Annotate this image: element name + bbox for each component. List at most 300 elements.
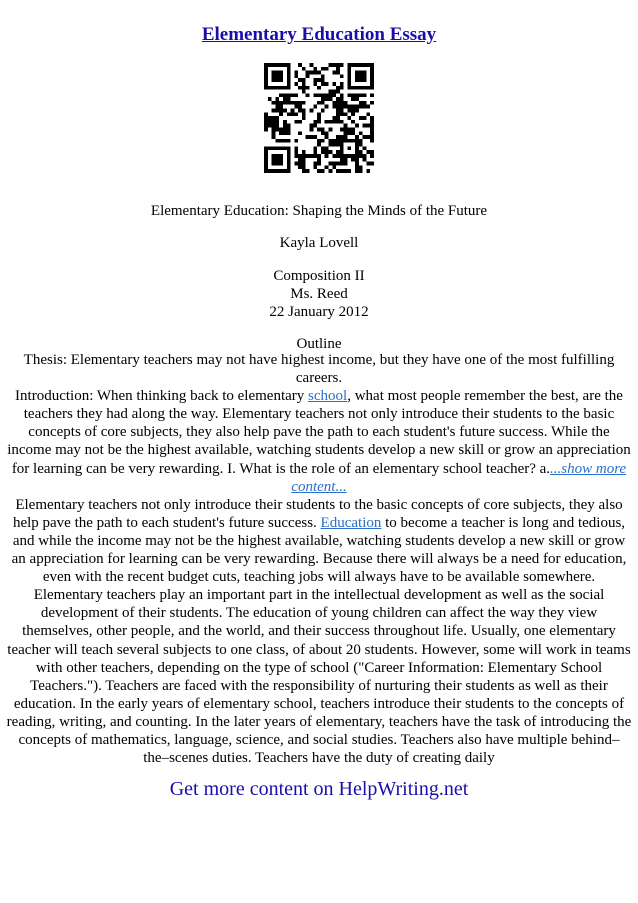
qr-module [294, 112, 298, 116]
qr-code-graphic [264, 63, 374, 173]
qr-module [313, 124, 317, 128]
qr-module [279, 127, 283, 131]
qr-module [344, 154, 348, 158]
qr-module [359, 101, 363, 105]
qr-module [294, 162, 298, 166]
qr-module [363, 86, 367, 90]
qr-module [275, 101, 279, 105]
qr-module [272, 127, 276, 131]
qr-module [328, 169, 332, 173]
qr-module [340, 112, 344, 116]
qr-module [355, 139, 359, 143]
qr-module [313, 71, 317, 75]
qr-module [370, 150, 374, 154]
qr-module [283, 97, 287, 101]
qr-module [347, 86, 351, 90]
qr-module [351, 127, 355, 131]
qr-module [336, 97, 340, 101]
qr-module [275, 86, 279, 90]
qr-module [363, 124, 367, 128]
qr-module [355, 169, 359, 173]
qr-module [287, 93, 291, 97]
qr-module [302, 165, 306, 169]
qr-module [340, 93, 344, 97]
qr-module [325, 135, 329, 139]
qr-module [275, 139, 279, 143]
qr-module [347, 116, 351, 120]
qr-module [355, 63, 359, 67]
qr-module [355, 93, 359, 97]
qr-module [313, 162, 317, 166]
para1-text-end: to become a teacher is long and tedious, and while the income may not be the highest available, watching students develop a new skill or grow an appreciation for learning can be very rewarding. Because there will always be a need for education, even with the recent budget cuts, teaching jobs will always have to be available somewhere. [11, 514, 627, 586]
qr-module [328, 120, 332, 124]
qr-module [275, 162, 279, 166]
qr-module [366, 150, 370, 154]
qr-module [287, 71, 291, 75]
qr-module [336, 143, 340, 147]
qr-module [351, 86, 355, 90]
qr-module [268, 146, 272, 150]
qr-module [351, 139, 355, 143]
qr-module [313, 120, 317, 124]
qr-module [264, 120, 268, 124]
qr-module [291, 101, 295, 105]
qr-module [264, 158, 268, 162]
qr-module [275, 127, 279, 131]
qr-module [366, 124, 370, 128]
qr-module [264, 150, 268, 154]
qr-module [283, 169, 287, 173]
qr-module [294, 71, 298, 75]
qr-module [332, 71, 336, 75]
para1-text-start: Elementary teachers not only introduce their students to the basic concepts of core subjects, they also help pave the path to each student's future success. [12, 496, 623, 531]
qr-module [363, 71, 367, 75]
qr-module [355, 162, 359, 166]
qr-module [321, 146, 325, 150]
qr-module [336, 63, 340, 67]
qr-module [302, 90, 306, 94]
qr-module [275, 74, 279, 78]
qr-module [294, 139, 298, 143]
qr-module [264, 74, 268, 78]
qr-module [298, 158, 302, 162]
qr-module [306, 169, 310, 173]
qr-module [336, 169, 340, 173]
qr-module [313, 146, 317, 150]
qr-module [321, 97, 325, 101]
qr-module [355, 78, 359, 82]
page-title [0, 22, 638, 48]
qr-module [317, 162, 321, 166]
qr-module [359, 143, 363, 147]
qr-module [264, 86, 268, 90]
qr-module [283, 101, 287, 105]
intro-text-start: Introduction: When thinking back to elementary [15, 388, 309, 405]
qr-module [272, 146, 276, 150]
qr-module [355, 74, 359, 78]
qr-module [287, 169, 291, 173]
qr-module [287, 158, 291, 162]
qr-module [291, 93, 295, 97]
qr-module [268, 120, 272, 124]
qr-module [302, 169, 306, 173]
outline-heading: Outline [296, 336, 342, 352]
qr-module [275, 97, 279, 101]
qr-module [351, 97, 355, 101]
qr-module [359, 154, 363, 158]
qr-module [359, 71, 363, 75]
qr-module [313, 165, 317, 169]
qr-module [336, 86, 340, 90]
qr-module [298, 131, 302, 135]
qr-module [340, 120, 344, 124]
qr-module [363, 158, 367, 162]
qr-module [370, 63, 374, 67]
school-link[interactable]: school [308, 388, 348, 405]
qr-module [264, 116, 268, 120]
qr-module [355, 143, 359, 147]
qr-module [332, 105, 336, 109]
qr-module [264, 165, 268, 169]
qr-module [317, 139, 321, 143]
qr-module [370, 93, 374, 97]
qr-module [287, 86, 291, 90]
qr-module [291, 109, 295, 113]
qr-module [351, 105, 355, 109]
qr-module [317, 120, 321, 124]
qr-module [336, 135, 340, 139]
qr-module [279, 71, 283, 75]
qr-module [355, 165, 359, 169]
qr-module [347, 169, 351, 173]
qr-module [336, 120, 340, 124]
qr-module [336, 90, 340, 94]
qr-module [332, 101, 336, 105]
qr-module [347, 78, 351, 82]
qr-module [332, 162, 336, 166]
qr-module [306, 86, 310, 90]
qr-module [336, 101, 340, 105]
education-link[interactable]: Education [320, 514, 382, 531]
qr-module [275, 116, 279, 120]
qr-module [268, 86, 272, 90]
qr-module [336, 112, 340, 116]
qr-module [279, 105, 283, 109]
qr-module [370, 131, 374, 135]
qr-module [306, 154, 310, 158]
qr-module [344, 135, 348, 139]
title-link[interactable]: Elementary Education Essay [201, 24, 437, 45]
qr-module [302, 158, 306, 162]
qr-module [283, 124, 287, 128]
qr-module [340, 139, 344, 143]
qr-module [336, 109, 340, 113]
qr-module [287, 97, 291, 101]
qr-module [332, 120, 336, 124]
qr-module [347, 93, 351, 97]
qr-module [366, 135, 370, 139]
qr-module [325, 154, 329, 158]
essay-body [6, 351, 632, 767]
qr-module [298, 63, 302, 67]
qr-module [359, 139, 363, 143]
qr-module [283, 120, 287, 124]
qr-module [272, 71, 276, 75]
qr-module [321, 150, 325, 154]
qr-module [298, 165, 302, 169]
qr-module [313, 154, 317, 158]
qr-module [272, 158, 276, 162]
qr-module [275, 124, 279, 128]
qr-module [279, 139, 283, 143]
qr-module [363, 116, 367, 120]
qr-module [340, 63, 344, 67]
qr-module [344, 124, 348, 128]
qr-module [279, 93, 283, 97]
qr-module [332, 90, 336, 94]
qr-module [313, 82, 317, 86]
qr-module [313, 93, 317, 97]
qr-module [302, 101, 306, 105]
footer-link[interactable]: Get more content on HelpWriting.net [169, 778, 469, 800]
qr-module [264, 71, 268, 75]
qr-module [347, 131, 351, 135]
qr-module [328, 93, 332, 97]
qr-module [370, 86, 374, 90]
qr-module [306, 93, 310, 97]
qr-module [283, 109, 287, 113]
qr-module [355, 146, 359, 150]
qr-module [294, 93, 298, 97]
body-paragraph-1 [6, 496, 632, 586]
qr-module [272, 101, 276, 105]
qr-module [287, 112, 291, 116]
qr-module [370, 74, 374, 78]
qr-module [275, 105, 279, 109]
qr-module [340, 74, 344, 78]
qr-module [272, 120, 276, 124]
qr-module [279, 146, 283, 150]
qr-module [275, 63, 279, 67]
qr-module [325, 165, 329, 169]
qr-module [272, 169, 276, 173]
qr-module [328, 162, 332, 166]
qr-module [370, 120, 374, 124]
qr-module [347, 82, 351, 86]
qr-module [321, 93, 325, 97]
qr-module [291, 112, 295, 116]
qr-module [321, 78, 325, 82]
qr-module [287, 63, 291, 67]
qr-module [355, 154, 359, 158]
qr-code-icon [264, 63, 374, 173]
qr-module [340, 162, 344, 166]
qr-module [279, 109, 283, 113]
show-more-link[interactable]: ...show more content... [291, 460, 627, 495]
qr-module [344, 158, 348, 162]
qr-module [340, 146, 344, 150]
qr-module [336, 67, 340, 71]
qr-module [351, 131, 355, 135]
qr-module [321, 139, 325, 143]
qr-module [340, 154, 344, 158]
qr-module [287, 101, 291, 105]
qr-module [287, 165, 291, 169]
qr-module [287, 67, 291, 71]
qr-module [355, 124, 359, 128]
qr-module [272, 86, 276, 90]
qr-module [302, 67, 306, 71]
qr-module [275, 154, 279, 158]
qr-module [366, 105, 370, 109]
qr-module [328, 143, 332, 147]
qr-module [363, 101, 367, 105]
intro-text-end: , what most people remember the best, are the teachers they had along the way. Elementary teachers not only introduce their students to the basic concepts of core subjects, they also help pave the path to each student's future success. While the income may not be the highest available, watching students develop a new skill or grow an appreciation for learning can be very rewarding. I. What is the role of an elementary school teacher? a. [7, 388, 631, 477]
qr-module [363, 135, 367, 139]
qr-module [268, 116, 272, 120]
qr-module [363, 63, 367, 67]
qr-module [306, 135, 310, 139]
qr-module [279, 86, 283, 90]
qr-module [287, 78, 291, 82]
qr-module [370, 124, 374, 128]
qr-module [370, 135, 374, 139]
qr-module [366, 169, 370, 173]
qr-module [351, 154, 355, 158]
qr-module [321, 127, 325, 131]
qr-module [351, 120, 355, 124]
qr-module [272, 109, 276, 113]
qr-module [321, 169, 325, 173]
qr-module [298, 78, 302, 82]
qr-module [272, 124, 276, 128]
qr-module [298, 120, 302, 124]
qr-module [272, 162, 276, 166]
qr-module [325, 105, 329, 109]
qr-module [298, 162, 302, 166]
qr-module [272, 78, 276, 82]
qr-module [287, 154, 291, 158]
qr-module [344, 139, 348, 143]
qr-module [287, 162, 291, 166]
qr-module [317, 112, 321, 116]
qr-module [294, 101, 298, 105]
qr-module [294, 146, 298, 150]
qr-module [355, 109, 359, 113]
qr-module [325, 146, 329, 150]
qr-module [370, 71, 374, 75]
qr-module [317, 86, 321, 90]
qr-module [298, 86, 302, 90]
qr-module [363, 154, 367, 158]
qr-module [294, 154, 298, 158]
qr-module [325, 93, 329, 97]
qr-module [272, 135, 276, 139]
qr-module [279, 158, 283, 162]
qr-module [344, 162, 348, 166]
qr-module [302, 86, 306, 90]
qr-module [370, 101, 374, 105]
qr-module [336, 162, 340, 166]
qr-module [302, 154, 306, 158]
qr-module [264, 146, 268, 150]
qr-module [359, 105, 363, 109]
qr-module [268, 169, 272, 173]
document-subtitle: Elementary Education: Shaping the Minds of the Future [150, 203, 488, 219]
qr-module [336, 150, 340, 154]
qr-module [302, 116, 306, 120]
qr-module [321, 109, 325, 113]
qr-module [302, 78, 306, 82]
qr-module [313, 78, 317, 82]
qr-module [355, 158, 359, 162]
qr-module [325, 97, 329, 101]
qr-module [328, 97, 332, 101]
qr-module [313, 150, 317, 154]
qr-module [347, 67, 351, 71]
qr-module [355, 105, 359, 109]
qr-module [313, 135, 317, 139]
qr-module [317, 154, 321, 158]
qr-module [283, 63, 287, 67]
qr-module [328, 63, 332, 67]
qr-module [340, 109, 344, 113]
qr-module [275, 158, 279, 162]
qr-module [306, 71, 310, 75]
qr-module [317, 127, 321, 131]
qr-module [359, 86, 363, 90]
qr-module [344, 169, 348, 173]
qr-module [340, 97, 344, 101]
qr-module [287, 139, 291, 143]
qr-module [328, 139, 332, 143]
qr-module [328, 150, 332, 154]
qr-module [366, 162, 370, 166]
qr-module [370, 116, 374, 120]
qr-module [336, 116, 340, 120]
qr-module [347, 146, 351, 150]
qr-module [310, 127, 314, 131]
qr-module [275, 146, 279, 150]
qr-module [298, 101, 302, 105]
qr-module [340, 158, 344, 162]
qr-module [317, 169, 321, 173]
qr-module [272, 63, 276, 67]
qr-module [283, 139, 287, 143]
qr-module [287, 150, 291, 154]
qr-module [359, 150, 363, 154]
qr-module [355, 150, 359, 154]
qr-module [321, 101, 325, 105]
qr-module [340, 101, 344, 105]
qr-module [287, 82, 291, 86]
qr-module [268, 97, 272, 101]
qr-module [363, 78, 367, 82]
qr-module [344, 131, 348, 135]
qr-module [370, 78, 374, 82]
footer [0, 776, 638, 802]
qr-module [340, 150, 344, 154]
qr-module [264, 112, 268, 116]
qr-module [302, 162, 306, 166]
qr-module [279, 63, 283, 67]
qr-module [332, 143, 336, 147]
qr-module [275, 78, 279, 82]
qr-module [340, 82, 344, 86]
qr-module [325, 82, 329, 86]
qr-module [370, 154, 374, 158]
qr-module [279, 74, 283, 78]
